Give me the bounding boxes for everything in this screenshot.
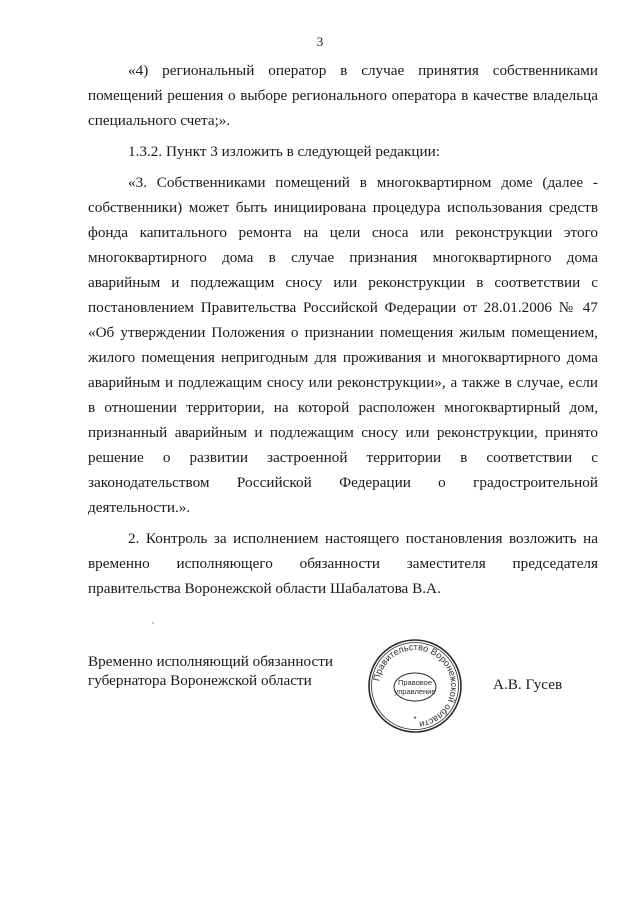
paragraph-regional-operator: «4) региональный оператор в случае принятия собственниками помещений решения о выборе регионального оператора в качестве владельца специального счета;». [88,62,598,129]
paragraph-clause-1-3-2: 1.3.2. Пункт 3 изложить в следующей редакции: [128,143,441,160]
paragraph-clause-3: «3. Собственниками помещений в многоквартирном доме (далее - собственники) может быть инициирована процедура использования средств фонда капитального ремонта на цели сноса или реконструкции этого многоквартирного дома в случае признания многоквартирного дома аварийным и подлежащим сносу или реконструкции в соответствии с постановлением Правительства Российской Федерации от 28.01.2006 № 47 «Об утверждении Положения о признании помещения жилым помещением, жилого помещения непригодным для проживания и многоквартирного дома аварийным и подлежащим сносу или реконструкции», а также в случае, если в отношении территории, на которой расположен многоквартирный дом, признанный аварийным и подлежащим сносу или реконструкции, принято решение о развитии застроенной территории в соответствии с законодательством Российской Федерации о градостроительной деятельности.». [88,174,598,516]
paragraph-control: 2. Контроль за исполнением настоящего постановления возложить на временно исполняющего обязанности заместителя председателя правительства Воронежской области Шабалатова В.А. [88,530,598,597]
seal-star-icon: * [413,715,417,724]
page-number: 3 [316,34,324,49]
signature-position-line1: Временно исполняющий обязанности [88,653,334,670]
signature-position [88,652,348,690]
seal-outer-text: Правительство Воронежской области [371,641,460,730]
seal-inner-line2: управление [394,687,436,696]
document-body [88,58,598,607]
official-seal [367,638,463,734]
scan-speck [152,622,154,624]
seal-inner-line1: Правовое [397,678,433,687]
signer-name: А.В. Гусев [493,676,563,693]
signature-position-line2: губернатора Воронежской области [88,672,312,689]
